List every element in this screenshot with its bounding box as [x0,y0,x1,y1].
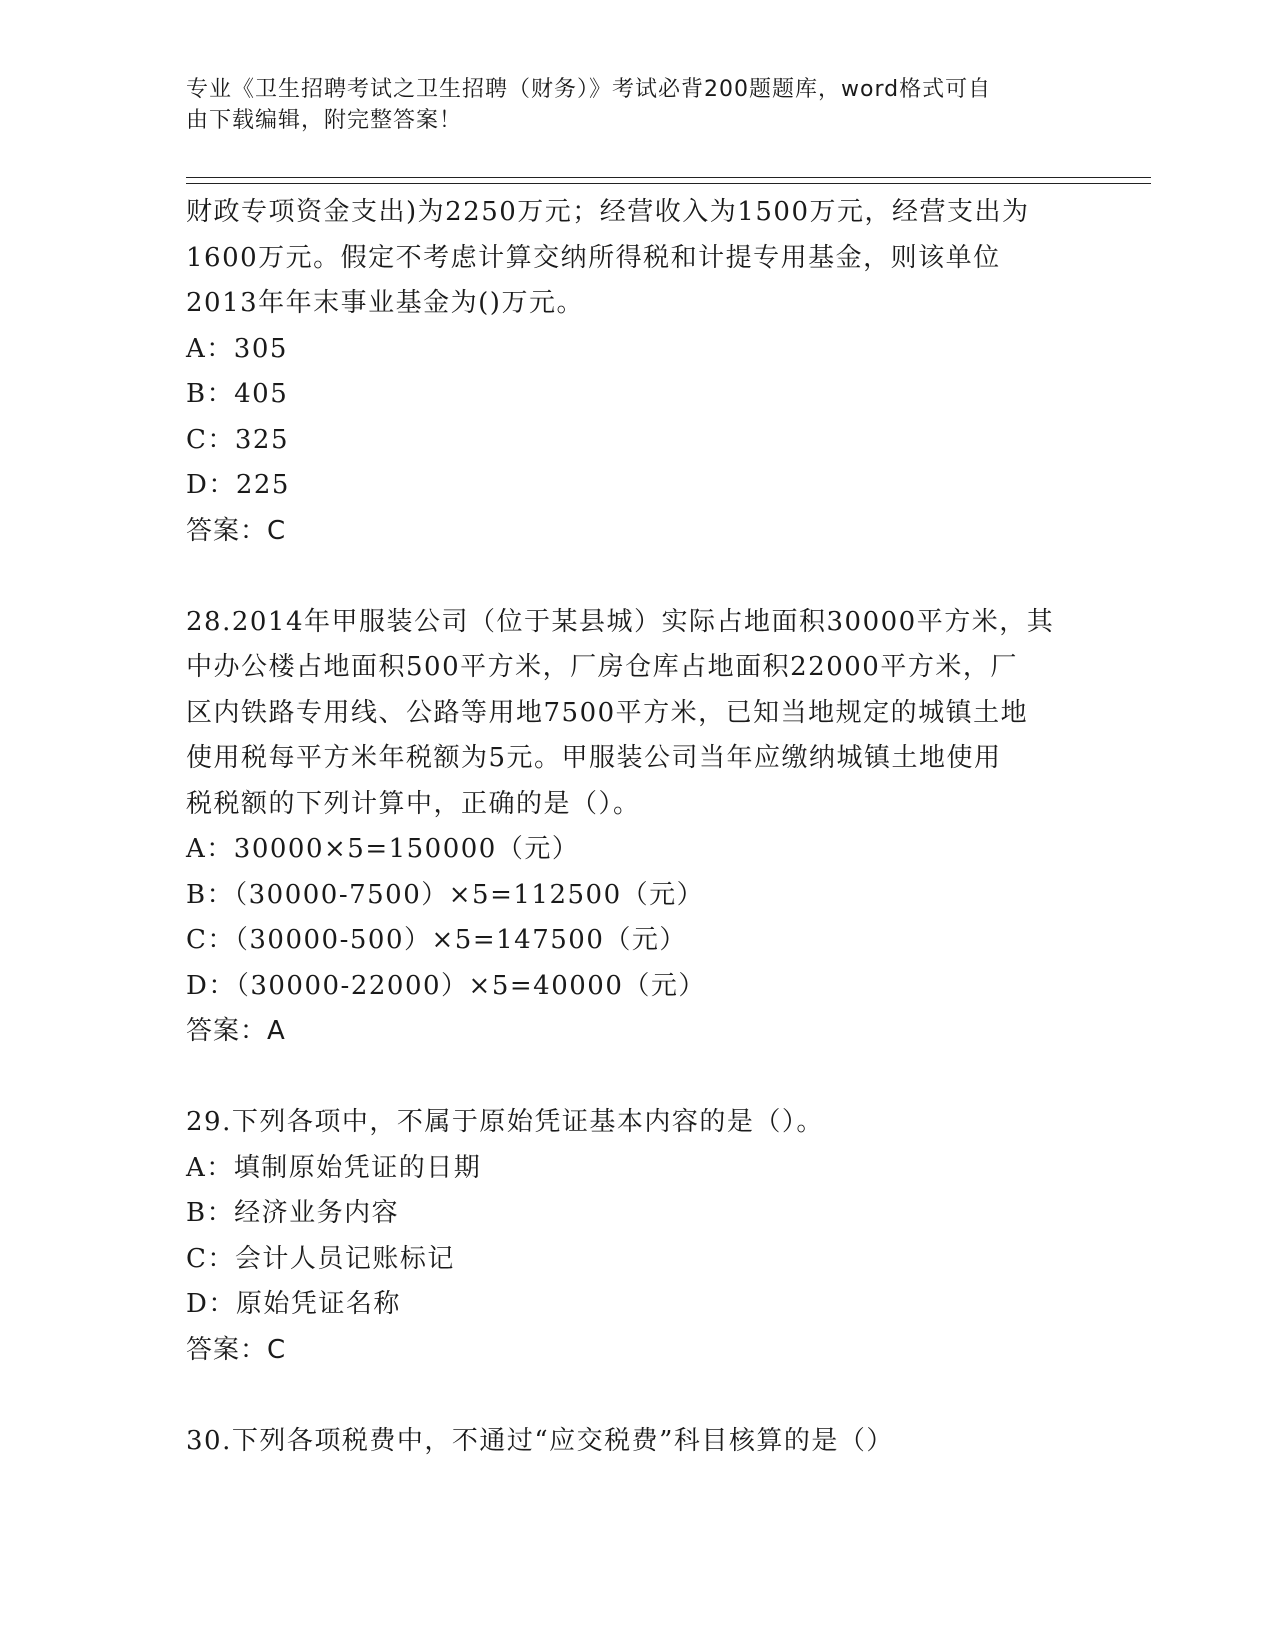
question-text-line: 区内铁路专用线、公路等用地7500平方米，已知当地规定的城镇土地 [186,697,1029,728]
question-text-line: 30.下列各项税费中，不通过“应交税费”科目核算的是（） [186,1425,894,1456]
header-line-1: 专业《卫生招聘考试之卫生招聘（财务）》考试必背200题题库，word格式可自 [186,77,992,102]
question-text-line: 中办公楼占地面积500平方米，厂房仓库占地面积22000平方米，厂 [186,652,1018,682]
question-27 [186,190,1086,554]
option-a: A：填制原始凭证的日期 [186,1152,482,1183]
answer-label: 答案：C [186,515,287,546]
question-29 [186,1100,1086,1373]
spacer [186,1055,1086,1101]
question-text-line: 1600万元。假定不考虑计算交纳所得税和计提专用基金，则该单位 [186,242,1001,273]
spacer [186,554,1086,600]
question-28 [186,600,1086,1055]
option-b: B：405 [186,379,289,409]
question-text-line: 29.下列各项中，不属于原始凭证基本内容的是（）。 [186,1107,824,1137]
answer-label: 答案：C [186,1334,287,1365]
option-a: A：305 [186,333,288,364]
question-text-line: 税税额的下列计算中，正确的是（）。 [186,788,641,819]
header-divider-top [186,177,1151,178]
header-divider-bottom [186,183,1151,184]
answer-label: 答案：A [186,1016,286,1046]
spacer [186,1373,1086,1419]
option-d: D：225 [186,470,290,500]
document-header [186,74,1066,136]
option-c: C：（30000-500）×5=147500（元） [186,925,687,955]
question-text-line: 28.2014年甲服装公司（位于某县城）实际占地面积30000平方米，其 [186,606,1055,637]
option-b: B：经济业务内容 [186,1198,400,1228]
option-c: C：会计人员记账标记 [186,1243,455,1274]
question-text-line: 2013年年末事业基金为()万元。 [186,288,584,318]
header-line-2: 由下载编辑，附完整答案！ [186,108,463,133]
question-30 [186,1419,1086,1465]
question-list [186,190,1086,1464]
option-a: A：30000×5=150000（元） [186,834,580,864]
option-b: B：（30000-7500）×5=112500（元） [186,879,705,910]
option-d: D：原始凭证名称 [186,1289,401,1319]
option-d: D：（30000-22000）×5=40000（元） [186,970,706,1001]
question-text-line: 使用税每平方米年税额为5元。甲服装公司当年应缴纳城镇土地使用 [186,743,1002,773]
question-text-line: 财政专项资金支出)为2250万元；经营收入为1500万元，经营支出为 [186,197,1030,227]
option-c: C：325 [186,424,290,455]
